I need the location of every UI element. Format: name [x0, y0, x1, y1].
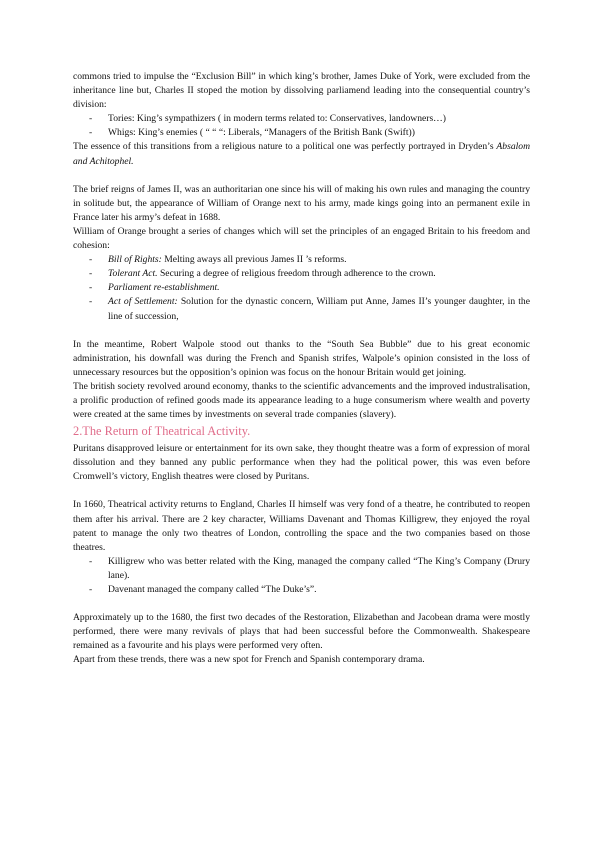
- bullet-dash: -: [89, 555, 93, 567]
- list-item: - Killigrew who was better related with the King, managed the company called “The King’s Company (Drury lane).: [89, 555, 530, 581]
- paragraph-french-spanish: Apart from these trends, there was a new spot for French and Spanish contemporary drama.: [73, 654, 425, 666]
- paragraph-walpole: In the meantime, Robert Walpole stood out thanks to the “South Sea Bubble” due to his great economic administration, his downfall was during the French and Spanish strifes, Walpole’s opinion consisted in the loss of unnecessary resources but the opposition’s opinion was focus on the honour Britain would get joining.: [73, 338, 530, 378]
- list-item: - Davenant managed the company called “The Duke’s”.: [73, 583, 530, 597]
- bullet-dash: -: [89, 113, 93, 125]
- list-reforms: [73, 253, 530, 323]
- spacer: [73, 324, 530, 338]
- list-item: - Bill of Rights: Melting aways all previous James II ’s reforms.: [73, 253, 530, 267]
- paragraph-exclusion-bill: commons tried to impulse the “Exclusion Bill” in which king’s brother, James Duke of York, were excluded from the inheritance line but, Charles II stoped the motion by dissolving parliamend leading into the consequential country’s division:: [73, 71, 530, 111]
- paragraph-restoration-drama: Approximately up to the 1680, the first two decades of the Restoration, Elizabethan and Jacobean drama were mostly performed, there were many revivals of plays that had been successful before the Commonwealth. Shakespeare remained as a favourite and his plays were performed very often.: [73, 612, 530, 652]
- spacer: [73, 484, 530, 498]
- list-parties: [73, 112, 530, 140]
- paragraph-dryden: The essence of this transitions from a religious nature to a political one was perfectly portrayed in Dryden’s Absalom and Achitophel.: [73, 141, 530, 167]
- list-item: - Tories: King’s sympathizers ( in modern terms related to: Conservatives, landowners…): [73, 112, 530, 126]
- list-item: - Act of Settlement: Solution for the dynastic concern, William put Anne, James II’s younger daughter, in the line of succession,: [89, 296, 530, 322]
- paragraph-1660: In 1660, Theatrical activity returns to England, Charles II himself was very fond of a theatre, he contributed to reopen them after his arrival. There are 2 key character, Williams Davenant and Thomas Killigrew, they enjoyed the royal patent to manage the only two theatres of London, controlling the space and the two companies based on those theatres.: [73, 499, 530, 553]
- list-companies: [73, 555, 530, 597]
- list-item: - Tolerant Act. Securing a degree of religious freedom through adherence to the crown.: [73, 267, 530, 281]
- bullet-dash: -: [89, 282, 93, 294]
- bullet-dash: -: [89, 584, 93, 595]
- list-item: - Whigs: King’s enemies ( “ “ “: Liberals, “Managers of the British Bank (Swift)): [73, 126, 530, 140]
- bullet-dash: -: [89, 296, 93, 308]
- paragraph-james-ii: The brief reigns of James II, was an authoritarian one since his will of making his own rules and managing the country in solitude but, the appearance of William of Orange next to his army, made kings going into an permanent exile in France later his army’s defeat in 1688.: [73, 183, 530, 223]
- work-title: Absalom and Achitophel.: [73, 141, 530, 167]
- paragraph-british-society: The british society revolved around economy, thanks to the scientific advancements and the improved industralisation, a prolific production of refined goods made its appearance leading to a huge consumerism where wealth and poverty were created at the same times by investments on several trade companies (slavery).: [73, 380, 530, 421]
- list-item: - Parliament re-establishment.: [73, 281, 530, 295]
- document-page: [73, 70, 530, 667]
- bullet-dash: -: [89, 268, 93, 280]
- spacer: [73, 169, 530, 183]
- spacer: [73, 597, 530, 611]
- bullet-dash: -: [89, 127, 93, 139]
- paragraph-puritans: Puritans disapproved leisure or entertainment for its own sake, they thought theatre was a form of expression of moral dissolution and they banned any public performance when they had the political power, this was even before Cromwell’s victory, English theatres were closed by Puritans.: [73, 443, 530, 483]
- bullet-dash: -: [89, 254, 93, 266]
- section-heading: 2.The Return of Theatrical Activity.: [73, 424, 251, 439]
- paragraph-william-of-orange: William of Orange brought a series of changes which will set the principles of an engaged Britain to his freedom and cohesion:: [73, 225, 530, 252]
